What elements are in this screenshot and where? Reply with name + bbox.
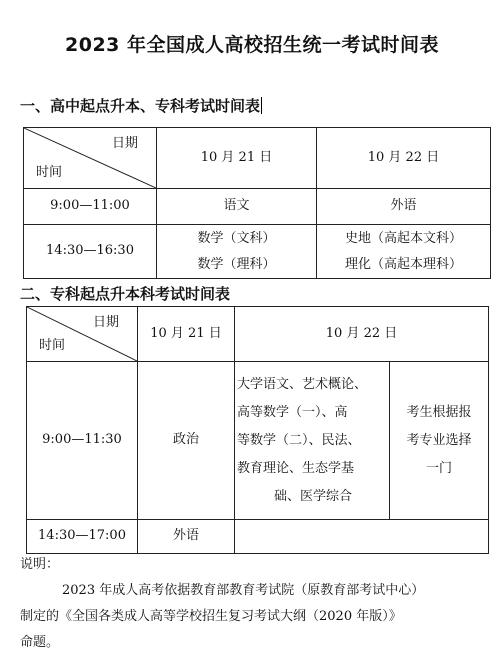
subject-line: 理化（高起本理科） xyxy=(344,256,462,272)
subject-line: 一门 xyxy=(426,460,453,476)
header-day2: 10 月 22 日 xyxy=(317,128,491,189)
subject-line: 数学（理科） xyxy=(197,256,276,272)
header-date-label: 日期 xyxy=(92,315,119,330)
header-date-label: 日期 xyxy=(111,136,138,151)
subject-line: 考专业选择 xyxy=(406,432,472,448)
subject-line: 史地（高起本文科） xyxy=(344,230,462,246)
subject-line: 数学（文科） xyxy=(197,230,276,246)
time-cell: 14:30—16:30 xyxy=(24,225,157,279)
time-cell: 14:30—17:00 xyxy=(27,520,138,554)
subject-cell: 政治 xyxy=(138,362,235,520)
header-time-label: 时间 xyxy=(39,338,66,354)
notes-line: 制定的《全国各类成人高等学校招生复习考试大纲（2020 年版）》 xyxy=(20,609,402,624)
subject-cell: 语文 xyxy=(157,189,317,225)
notes-line: 2023 年成人高考依据教育部教育考试院（原教育部考试中心） xyxy=(62,583,425,598)
subject-cell xyxy=(390,362,489,520)
table-row xyxy=(27,520,489,554)
notes-label: 说明： xyxy=(20,557,60,572)
table-row xyxy=(27,307,489,362)
text-cursor xyxy=(261,97,262,114)
header-day1: 10 月 21 日 xyxy=(138,307,235,362)
subject-cell: 外语 xyxy=(317,189,491,225)
header-day2: 10 月 22 日 xyxy=(235,307,489,362)
section1-heading xyxy=(20,95,262,116)
section1-table xyxy=(23,127,491,279)
subject-line: 高等数学（一）、高 xyxy=(237,404,348,420)
page-title: 2023 年全国成人高校招生统一考试时间表 xyxy=(65,34,439,56)
section2-table xyxy=(26,306,489,554)
subject-cell xyxy=(235,362,390,520)
section2-heading: 二、专科起点升本科考试时间表 xyxy=(20,285,231,303)
table-row xyxy=(24,225,491,279)
subject-line: 教育理论、生态学基 xyxy=(237,460,355,476)
time-cell: 9:00—11:00 xyxy=(24,189,157,225)
subject-line: 等数学（二）、民法、 xyxy=(237,432,361,448)
diagonal-header-cell xyxy=(27,307,138,362)
subject-line: 大学语文、艺术概论、 xyxy=(237,376,368,392)
subject-line: 考生根据报 xyxy=(406,404,472,420)
empty-cell xyxy=(235,520,489,554)
time-cell: 9:00—11:30 xyxy=(27,362,138,520)
header-day1: 10 月 21 日 xyxy=(157,128,317,189)
subject-line: 础、医学综合 xyxy=(273,488,352,504)
diagonal-header-cell xyxy=(24,128,157,189)
table-row xyxy=(24,189,491,225)
table-row xyxy=(27,362,489,520)
notes-line: 命题。 xyxy=(20,635,60,650)
subject-cell xyxy=(317,225,491,279)
subject-cell: 外语 xyxy=(138,520,235,554)
section1-heading-text: 一、高中起点升本、专科考试时间表 xyxy=(20,97,261,115)
table-row xyxy=(24,128,491,189)
header-time-label: 时间 xyxy=(36,165,63,181)
subject-cell xyxy=(157,225,317,279)
